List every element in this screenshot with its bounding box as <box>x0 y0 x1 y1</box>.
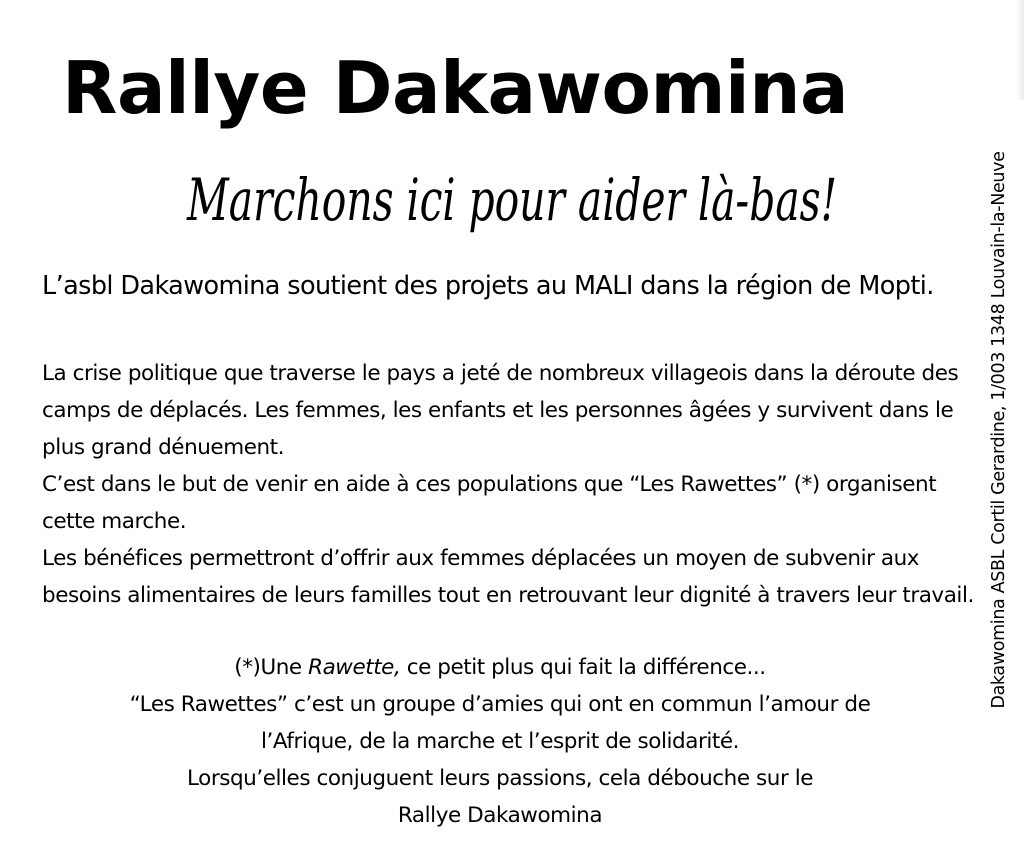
slogan-script <box>172 160 852 260</box>
paragraph-purpose: C’est dans le but de venir en aide à ces populations que “Les Rawettes” (*) organisent cette marche. <box>42 472 937 534</box>
edge-strip <box>1016 0 1024 100</box>
body-text <box>42 355 987 614</box>
paragraph-benefits: Les bénéfices permettront d’offrir aux femmes déplacées un moyen de subvenir aux besoins alimentaires de leurs familles tout en retrouvant leur dignité à travers leur travail. <box>42 546 974 608</box>
footnote-line-5: Rallye Dakawomina <box>397 803 603 828</box>
poster-title: Rallye Dakawomina <box>62 46 849 130</box>
footnote <box>10 649 990 834</box>
paragraph-crisis: La crise politique que traverse le pays a jeté de nombreux villageois dans la déroute des camps de déplacés. Les femmes, les enfants et les personnes âgées y survivent dans le plus grand dénuement. <box>42 361 959 460</box>
slogan-text: Marchons ici pour aider là-bas! <box>186 166 838 234</box>
side-address: Dakawomina ASBL Cortil Gerardine, 1/003 1348 Louvain-la-Neuve <box>989 151 1009 709</box>
footnote-suffix: ce petit plus qui fait la différence... <box>400 655 766 680</box>
footnote-line-1 <box>10 649 990 686</box>
footnote-term: Rawette, <box>308 655 401 680</box>
footnote-prefix: (*)Une <box>234 655 309 680</box>
footnote-line-4: Lorsqu’elles conjuguent leurs passions, cela débouche sur le <box>186 766 814 791</box>
intro-text: L’asbl Dakawomina soutient des projets au MALI dans la région de Mopti. <box>42 271 934 301</box>
footnote-line-3: l’Afrique, de la marche et l’esprit de solidarité. <box>260 729 740 754</box>
footnote-line-2: “Les Rawettes” c’est un groupe d’amies qui ont en commun l’amour de <box>129 692 871 717</box>
